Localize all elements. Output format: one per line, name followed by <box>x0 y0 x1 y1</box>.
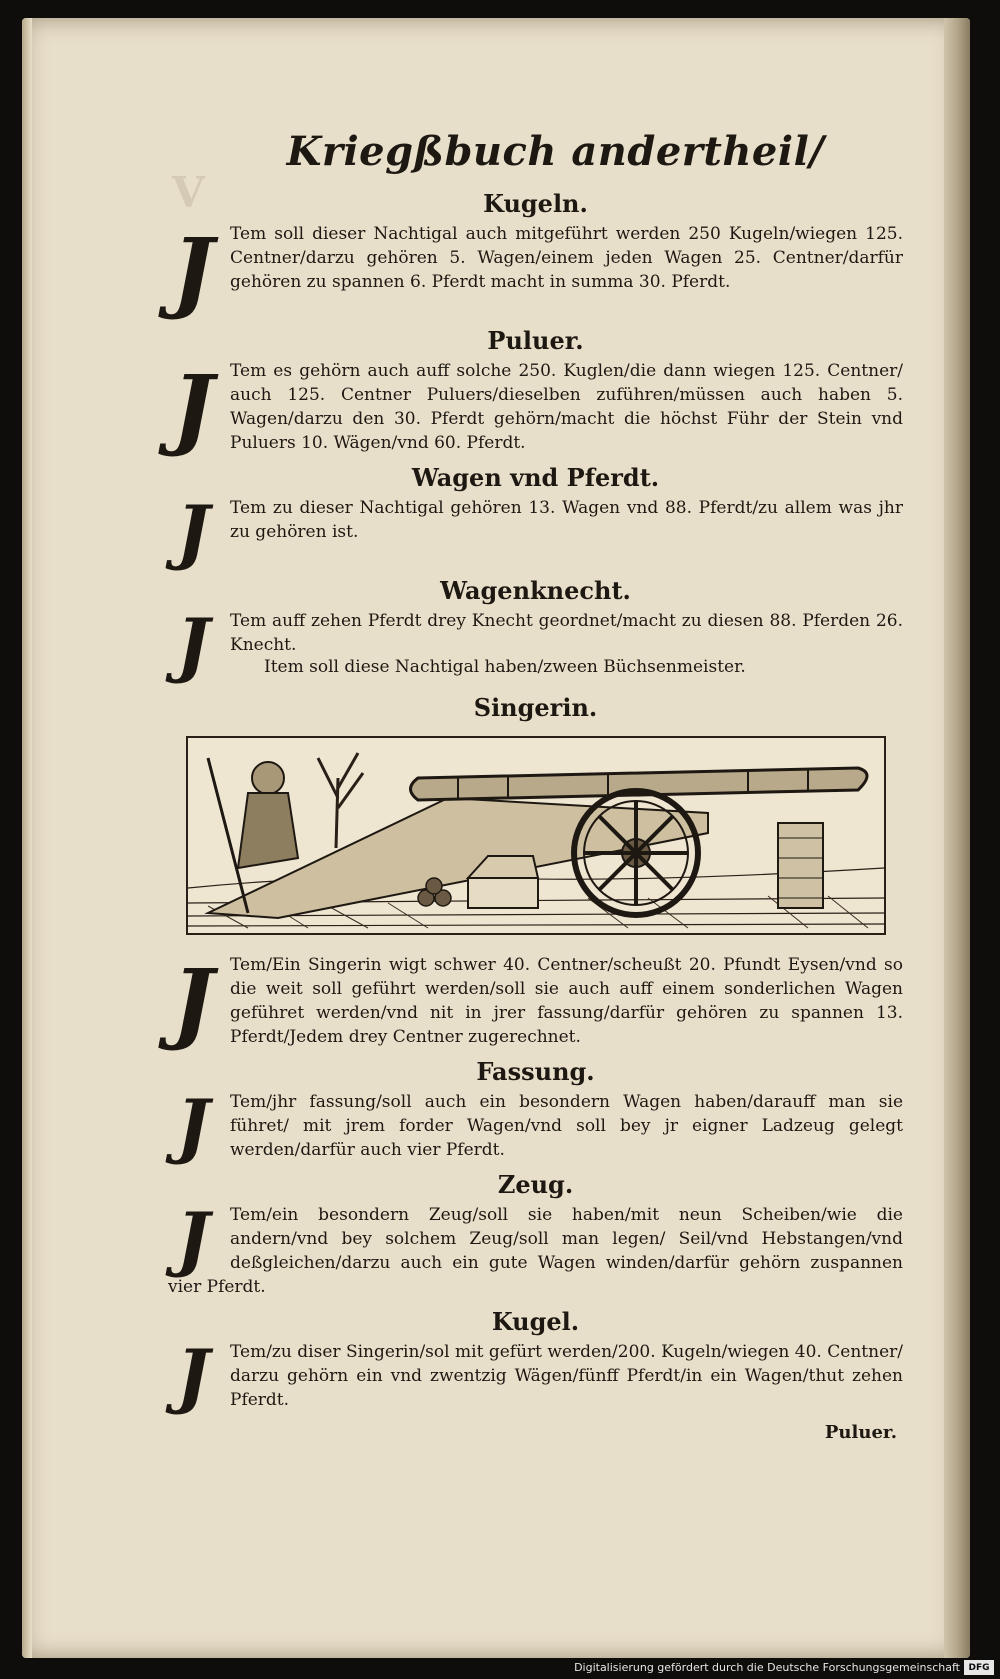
heading-fassung: Fassung. <box>476 1057 595 1086</box>
paragraph-zeug <box>168 1197 903 1299</box>
drop-initial: J <box>172 218 214 322</box>
page-fore-edge <box>944 18 970 1658</box>
drop-initial: J <box>172 355 214 459</box>
paragraph-subline: Item soll diese Nachtigal haben/zween Büchsenmeister. <box>264 657 746 677</box>
drop-initial: J <box>176 490 210 573</box>
heading-kugeln: Kugeln. <box>483 189 588 218</box>
page-text <box>168 128 903 1443</box>
paragraph-text: Tem es gehörn auch auff solche 250. Kuglen/die dann wiegen 125. Centner/ auch 125. Centner Puluers/dieselben zuführen/müssen auch haben 5. Wagen/darzu den 30. Pferdt gehörn/macht die höchst Führ der Stein vnd Puluers 10. Wägen/vnd 60. Pferdt. <box>230 361 903 453</box>
heading-kugel: Kugel. <box>491 1307 580 1336</box>
paragraph-text: Tem zu dieser Nachtigal gehören 13. Wagen vnd 88. Pferdt/zu allem was jhr zu gehören ist. <box>230 498 903 542</box>
paragraph-fassung <box>168 1084 903 1167</box>
paragraph-singerin <box>168 949 903 1053</box>
heading-wagenknecht: Wagenknecht. <box>440 576 631 605</box>
paragraph-text: Tem/zu diser Singerin/sol mit gefürt werden/200. Kugeln/wiegen 40. Centner/ darzu gehörn ein vnd zwentzig Wägen/fünff Pferdt/in ein Wagen/thut zehen Pferdt. <box>230 1342 903 1410</box>
paragraph-kugel <box>168 1334 903 1417</box>
running-head: Kriegßbuch andertheil/ <box>286 128 825 175</box>
drop-initial: J <box>176 603 210 686</box>
page-gutter <box>22 18 32 1658</box>
paragraph-kugeln <box>168 218 903 322</box>
drop-initial: J <box>176 1197 210 1280</box>
paragraph-text: Tem/jhr fassung/soll auch ein besondern Wagen haben/darauff man sie führet/ mit jrem forder Wagen/vnd soll bey jr eigner Ladzeug gelegt werden/darfür auch vier Pferdt. <box>230 1092 903 1160</box>
heading-singerin: Singerin. <box>473 693 598 722</box>
paragraph-puluer <box>168 355 903 459</box>
heading-puluer: Puluer. <box>487 326 584 355</box>
paragraph-text: Tem/ein besondern Zeug/soll sie haben/mit neun Scheiben/wie die andern/vnd bey solchem Zeug/soll man legen/ Seil/vnd Hebstangen/vnd deßgleichen/darzu auch ein gute Wagen winden/darfür gehörn zuspannen vier Pferdt. <box>168 1205 903 1297</box>
catchword: Puluer. <box>824 1422 897 1443</box>
dfg-logo: DFG <box>964 1660 994 1675</box>
drop-initial: J <box>172 949 214 1053</box>
footer-credit: Digitalisierung gefördert durch die Deutsche Forschungsgemeinschaft <box>574 1661 960 1674</box>
drop-initial: J <box>176 1084 210 1167</box>
heading-zeug: Zeug. <box>497 1170 574 1199</box>
paragraph-text: Tem/Ein Singerin wigt schwer 40. Centner/scheußt 20. Pfundt Eysen/vnd so die weit soll geführt werden/soll sie auch auff einem sonderlichen Wagen geführet werden/vnd nit in jrer fassung/darfür gehören zu spannen 13. Pferdt/Jedem drey Centner zugerechnet. <box>230 955 903 1047</box>
digitization-footer <box>0 1658 1000 1679</box>
cannon-woodcut-illustration <box>186 736 886 935</box>
paragraph-wagenknecht <box>168 603 903 686</box>
show-through-letter: V <box>172 168 205 217</box>
cannon-woodcut-svg <box>188 738 884 933</box>
drop-initial: J <box>176 1334 210 1417</box>
paragraph-wagen <box>168 490 903 573</box>
heading-wagen: Wagen vnd Pferdt. <box>411 463 660 492</box>
paragraph-text: Tem soll dieser Nachtigal auch mitgeführt werden 250 Kugeln/wiegen 125. Centner/darzu gehören 5. Wagen/einem jeden Wagen 25. Centner/darfür gehören zu spannen 6. Pferdt macht in summa 30. Pferdt. <box>230 224 903 292</box>
paragraph-text: Tem auff zehen Pferdt drey Knecht geordnet/macht zu diesen 88. Pferden 26. Knecht. <box>230 611 903 655</box>
